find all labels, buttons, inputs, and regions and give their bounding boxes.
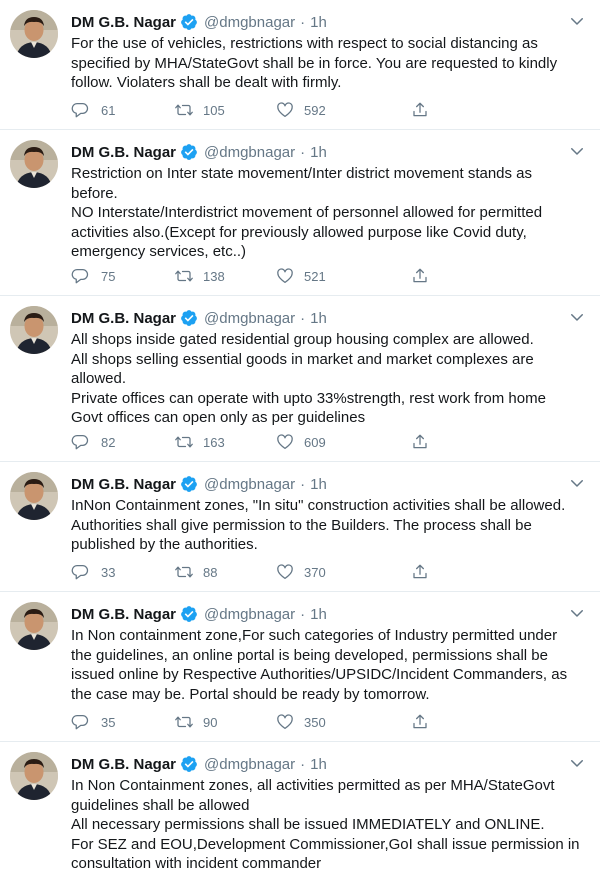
separator-dot: · (300, 605, 306, 623)
tweet-text-line: In Non containment zone,For such categories of Industry permitted under (71, 627, 558, 644)
share-icon (411, 433, 429, 451)
tweet-text-line: issued online by Respective Authorities/UPSIDC/Incident Commanders, as (71, 666, 568, 683)
tweet-text (71, 776, 580, 869)
tweet-header (71, 308, 327, 328)
heart-icon (276, 433, 294, 451)
retweet-button[interactable] (174, 101, 276, 119)
tweet-text (71, 496, 576, 555)
tweet-text-line: Authorities shall give permission to the Builders. The process shall be (71, 516, 532, 534)
tweet-text-line: activities also.(Except for previously allowed purpose like Covid duty, (71, 223, 527, 241)
retweet-icon (174, 101, 194, 119)
share-button[interactable] (411, 713, 429, 731)
tweet-header (71, 142, 327, 162)
reply-count: 33 (101, 564, 116, 580)
like-count: 609 (304, 434, 326, 450)
avatar[interactable] (10, 472, 58, 520)
tweet[interactable] (0, 130, 600, 296)
like-button[interactable] (276, 433, 411, 451)
tweet[interactable] (0, 0, 600, 130)
tweet-text-line: In Non Containment zones, all activities permitted as per MHA/StateGovt (71, 777, 555, 794)
retweet-count: 90 (203, 714, 218, 730)
reply-icon (71, 101, 89, 119)
tweet-text-line: Private offices can operate with upto 33%strength, rest work from home (71, 389, 546, 407)
share-icon (411, 101, 429, 119)
chevron-down-icon[interactable] (568, 142, 586, 160)
author-name[interactable]: DM G.B. Nagar (71, 475, 177, 493)
tweet-text-line: InNon Containment zones, "In situ" construction activities shall be allowed. (71, 497, 566, 514)
reply-icon (71, 563, 89, 581)
reply-button[interactable] (71, 267, 174, 285)
timestamp[interactable]: 1h (310, 755, 327, 773)
tweet-text-line: the guidelines, an online portal is being developed, permissions shall be (71, 646, 548, 664)
reply-button[interactable] (71, 433, 174, 451)
share-button[interactable] (411, 101, 429, 119)
avatar[interactable] (10, 306, 58, 354)
tweet-header (71, 474, 327, 494)
retweet-count: 138 (203, 268, 225, 284)
retweet-button[interactable] (174, 563, 276, 581)
avatar[interactable] (10, 602, 58, 650)
retweet-icon (174, 433, 194, 451)
tweet-text (71, 626, 576, 704)
verified-badge-icon (180, 143, 198, 161)
avatar[interactable] (10, 10, 58, 58)
tweet-text-line: All shops selling essential goods in market and market complexes are (71, 350, 534, 368)
reply-icon (71, 267, 89, 285)
retweet-icon (174, 563, 194, 581)
avatar[interactable] (10, 752, 58, 800)
author-name[interactable]: DM G.B. Nagar (71, 143, 177, 161)
tweet[interactable] (0, 592, 600, 742)
tweet-text-line: For SEZ and EOU,Development Commissioner,GoI shall issue permission in (71, 835, 580, 853)
retweet-count: 88 (203, 564, 218, 580)
timestamp[interactable]: 1h (310, 13, 327, 31)
timestamp[interactable]: 1h (310, 605, 327, 623)
retweet-button[interactable] (174, 713, 276, 731)
tweet-text-line: consultation with incident commander (71, 855, 322, 869)
tweet-actions (71, 266, 511, 286)
like-button[interactable] (276, 101, 411, 119)
verified-badge-icon (180, 309, 198, 327)
retweet-button[interactable] (174, 267, 276, 285)
retweet-count: 105 (203, 102, 225, 118)
like-count: 521 (304, 268, 326, 284)
separator-dot: · (300, 475, 306, 493)
heart-icon (276, 563, 294, 581)
heart-icon (276, 713, 294, 731)
author-name[interactable]: DM G.B. Nagar (71, 605, 177, 623)
tweet-text-line: the case may be. Portal should be ready by tomorrow. (71, 685, 430, 703)
separator-dot: · (300, 755, 306, 773)
tweet-text (71, 330, 576, 428)
reply-icon (71, 713, 89, 731)
retweet-icon (174, 267, 194, 285)
tweet-text-line: published by the authorities. (71, 536, 258, 553)
author-handle[interactable]: @dmgbnagar (204, 475, 296, 493)
like-button[interactable] (276, 713, 411, 731)
reply-icon (71, 433, 89, 451)
separator-dot: · (300, 143, 306, 161)
verified-badge-icon (180, 13, 198, 31)
tweet[interactable] (0, 742, 600, 869)
author-handle[interactable]: @dmgbnagar (204, 13, 296, 31)
chevron-down-icon[interactable] (568, 754, 586, 772)
tweet-text-line: NO Interstate/Interdistrict movement of personnel allowed for permitted (71, 204, 543, 221)
tweet-text (71, 164, 576, 262)
timestamp[interactable]: 1h (310, 475, 327, 493)
reply-button[interactable] (71, 713, 174, 731)
tweet-text-line: Restriction on Inter state movement/Inter district movement stands as (71, 165, 533, 182)
tweet-text (71, 34, 576, 93)
author-name[interactable]: DM G.B. Nagar (71, 309, 177, 327)
author-name[interactable]: DM G.B. Nagar (71, 755, 177, 773)
like-count: 350 (304, 714, 326, 730)
share-button[interactable] (411, 433, 429, 451)
chevron-down-icon[interactable] (568, 12, 586, 30)
tweet-actions (71, 100, 511, 120)
reply-button[interactable] (71, 101, 174, 119)
author-handle[interactable]: @dmgbnagar (204, 143, 296, 161)
tweet[interactable] (0, 296, 600, 462)
tweet-actions (71, 712, 511, 732)
tweet-header (71, 12, 327, 32)
verified-badge-icon (180, 755, 198, 773)
tweet-text-line: before. (71, 184, 118, 202)
chevron-down-icon[interactable] (568, 604, 586, 622)
tweet-text-line: allowed. (71, 370, 127, 387)
reply-count: 61 (101, 102, 116, 118)
timestamp[interactable]: 1h (310, 309, 327, 327)
reply-count: 75 (101, 268, 116, 284)
tweet-text-line: All shops inside gated residential group housing complex are allowed. (71, 331, 534, 348)
timestamp[interactable]: 1h (310, 143, 327, 161)
retweet-button[interactable] (174, 433, 276, 451)
tweet[interactable] (0, 462, 600, 592)
retweet-icon (174, 713, 194, 731)
tweet-actions (71, 432, 511, 452)
tweet-text-line: specified by MHA/StateGovt shall be in force. You are requested to kindly (71, 54, 558, 72)
avatar[interactable] (10, 140, 58, 188)
reply-count: 82 (101, 434, 116, 450)
verified-badge-icon (180, 475, 198, 493)
tweet-text-line: emergency services, etc..) (71, 243, 247, 260)
like-count: 370 (304, 564, 326, 580)
share-icon (411, 713, 429, 731)
like-count: 592 (304, 102, 326, 118)
tweet-actions (71, 562, 511, 582)
author-handle[interactable]: @dmgbnagar (204, 755, 296, 773)
heart-icon (276, 101, 294, 119)
retweet-count: 163 (203, 434, 225, 450)
tweet-text-line: Govt offices can open only as per guidelines (71, 409, 366, 426)
chevron-down-icon[interactable] (568, 474, 586, 492)
share-icon (411, 267, 429, 285)
like-button[interactable] (276, 267, 411, 285)
like-button[interactable] (276, 563, 411, 581)
share-button[interactable] (411, 267, 429, 285)
separator-dot: · (300, 309, 306, 327)
tweet-header (71, 754, 327, 774)
tweet-text-line: All necessary permissions shall be issued IMMEDIATELY and ONLINE. (71, 816, 545, 833)
separator-dot: · (300, 13, 306, 31)
heart-icon (276, 267, 294, 285)
author-handle[interactable]: @dmgbnagar (204, 605, 296, 623)
tweet-header (71, 604, 327, 624)
tweet-text-line: follow. Violaters shall be dealt with firmly. (71, 74, 342, 91)
author-name[interactable]: DM G.B. Nagar (71, 13, 177, 31)
reply-button[interactable] (71, 563, 174, 581)
reply-count: 35 (101, 714, 116, 730)
share-button[interactable] (411, 563, 429, 581)
tweet-text-line: guidelines shall be allowed (71, 796, 250, 814)
chevron-down-icon[interactable] (568, 308, 586, 326)
verified-badge-icon (180, 605, 198, 623)
share-icon (411, 563, 429, 581)
tweet-text-line: For the use of vehicles, restrictions with respect to social distancing as (71, 35, 538, 52)
author-handle[interactable]: @dmgbnagar (204, 309, 296, 327)
